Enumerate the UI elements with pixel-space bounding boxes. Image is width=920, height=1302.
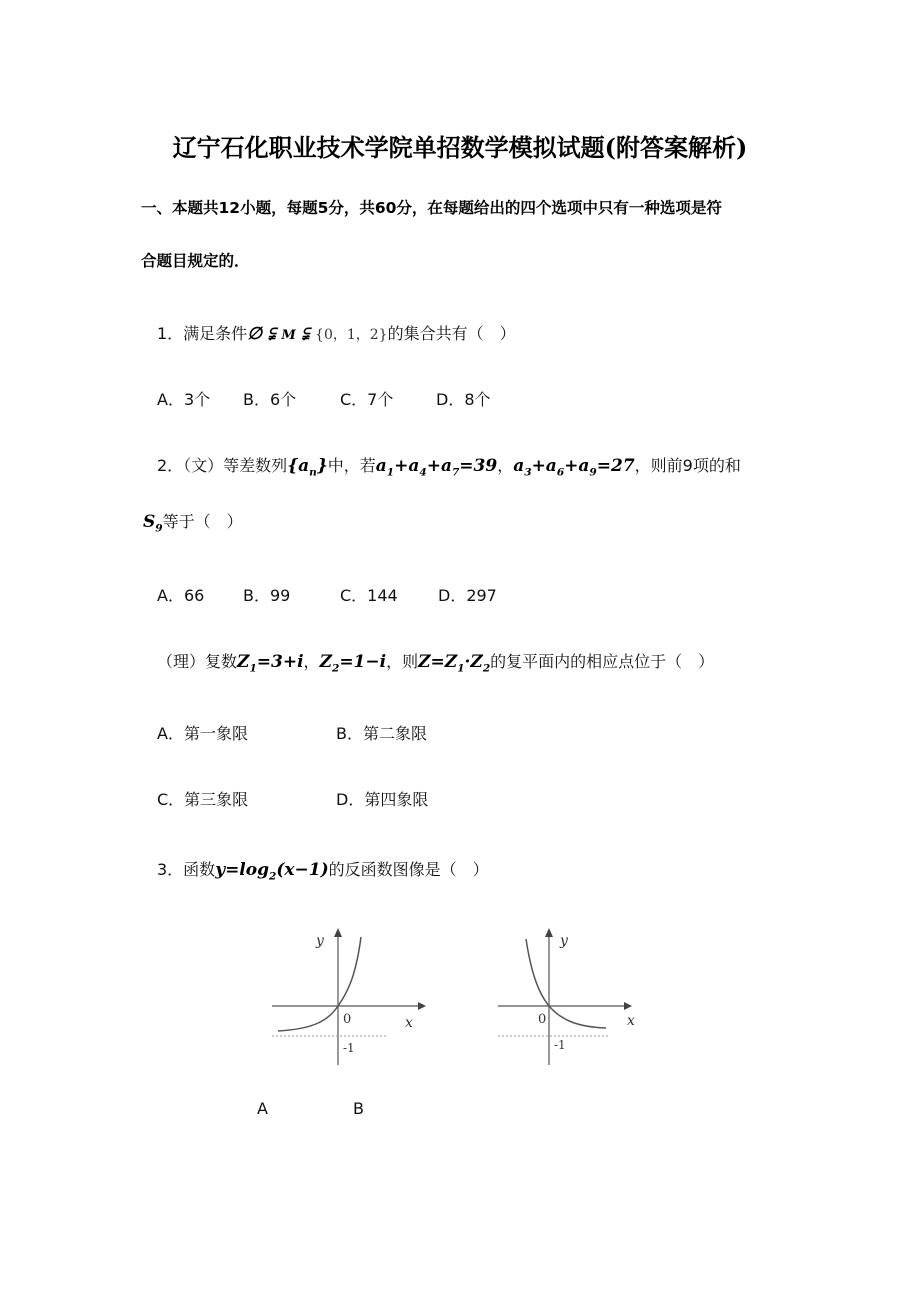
q2-option-c: C．144	[340, 586, 398, 605]
question-2b-suffix: 的复平面内的相应点位于（ ）	[490, 652, 715, 671]
question-2b-comma: ，	[303, 652, 320, 671]
graph-b-y-arrow	[545, 928, 553, 937]
sequence-formula: $\{a_n\}$	[287, 456, 328, 479]
graph-b-x-label: x	[627, 1013, 635, 1029]
complex-product: $Z=Z_1\cdot Z_2$	[418, 652, 491, 675]
question-2b-prefix: （理）复数	[157, 652, 238, 671]
graph-a-y-arrow	[334, 928, 342, 937]
graph-b-origin-label: 0	[538, 1012, 547, 1027]
graph-a-y-label: y	[316, 933, 324, 949]
graph-b-caption: B	[353, 1099, 364, 1118]
q1-option-d: D．8个	[436, 390, 491, 409]
sum-symbol: $S_9$	[143, 512, 163, 535]
q2b-option-d: D．第四象限	[336, 790, 429, 809]
question-2-suffix: ，则前9项的和	[634, 456, 741, 475]
equation-2: $a_3+a_6+a_9=27$	[513, 456, 635, 479]
q2-option-d: D．297	[438, 586, 497, 605]
question-1-prefix: 1．满足条件	[157, 324, 248, 343]
question-2-prefix: 2．（文）等差数列	[157, 456, 288, 475]
graph-b-x-arrow	[624, 1002, 632, 1010]
q1-option-b: B．6个	[243, 390, 297, 409]
question-2b-mid: ，则	[386, 652, 419, 671]
graph-a-x-arrow	[418, 1002, 426, 1010]
graph-b	[494, 925, 644, 1070]
complex-z1: $Z_1=3+i$	[237, 652, 304, 675]
q1-option-a: A．3个	[157, 390, 211, 409]
graph-a-x-label: x	[405, 1015, 413, 1031]
question-1	[157, 321, 516, 344]
graph-b-y-label: y	[560, 933, 568, 949]
q2b-option-c: C．第三象限	[157, 790, 249, 809]
graph-a-origin-label: 0	[343, 1012, 352, 1027]
graph-a-caption: A	[257, 1099, 268, 1118]
question-2-comma: ，	[497, 456, 514, 475]
q2-option-b: B．99	[243, 586, 291, 605]
question-2-line2-suffix: 等于（ ）	[162, 512, 243, 531]
document-title: 辽宁石化职业技术学院单招数学模拟试题(附答案解析)	[172, 133, 748, 162]
question-3-suffix: 的反函数图像是（ ）	[328, 860, 489, 879]
q2b-option-a: A．第一象限	[157, 724, 248, 743]
graph-a-neg1-label: -1	[343, 1041, 355, 1055]
question-2-line2	[143, 509, 243, 534]
q2b-option-b: B．第二象限	[336, 724, 427, 743]
q2-option-a: A．66	[157, 586, 205, 605]
log-function-formula: $y=\log_2(x-1)$	[215, 860, 329, 883]
q1-option-c: C．7个	[340, 390, 394, 409]
section-heading-line2: 合题目规定的．	[141, 252, 250, 270]
question-2	[157, 453, 741, 478]
question-2b	[157, 649, 714, 674]
complex-z2: $Z_2=1-i$	[319, 652, 387, 675]
condition-formula: ∅ ⫋ M ⫋	[247, 324, 316, 344]
question-3-prefix: 3．函数	[157, 860, 216, 879]
set-literal: {0，1，2}	[315, 327, 388, 343]
question-1-suffix: 的集合共有（ ）	[387, 324, 516, 343]
graph-a	[268, 925, 428, 1070]
section-heading-line1: 一、本题共12小题，每题5分，共60分，在每题给出的四个选项中只有一种选项是符	[141, 199, 722, 217]
question-2-mid: 中，若	[327, 456, 376, 475]
graph-b-neg1-label: -1	[554, 1038, 566, 1052]
question-3	[157, 857, 489, 882]
equation-1: $a_1+a_4+a_7=39$	[375, 456, 498, 479]
